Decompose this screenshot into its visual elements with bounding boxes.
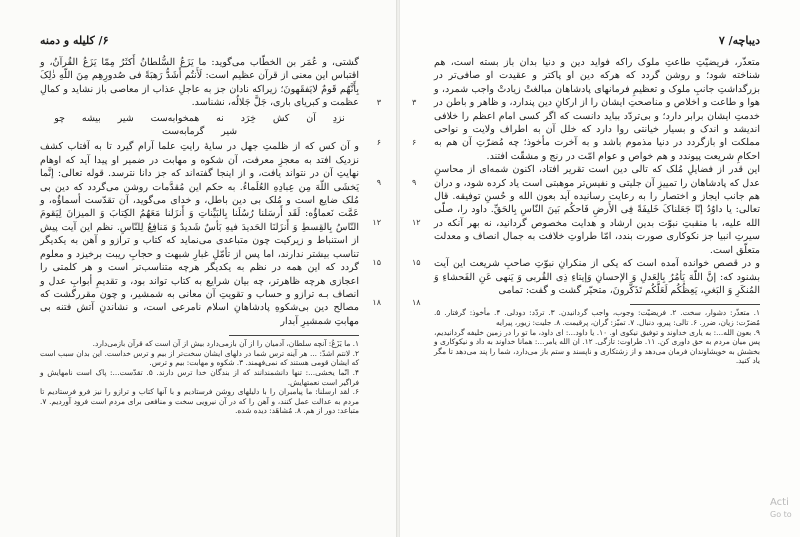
- right-page-body: [412, 56, 760, 307]
- windows-activation-watermark: [770, 497, 792, 521]
- left-footnotes: [40, 339, 359, 416]
- footnote: ۹. بعون الله...: به یاری خداوند و توفیق نیکوی او. ۱۰. یا داود...: ای داود، ما تو را در زمین خلیفه گردانیدیم، پس میان مردم به حق داوری کن. ۱۱. طراوت: تازگی. ۱۲. ان الله یامر...: همانا خداوند به داد و نیکوکاری و بخشش به خویشاوندان فرمان می‌دهد و از زشتکاری و ناپسند و ستم باز می‌دارد، شما را پند می‌دهد تا مگر یاد کنید.: [434, 327, 761, 366]
- right-paragraph-3: و در قصص خوانده آمده است که یکی از منکرانِ نبوّتِ صاحبِ شریعت این آیت بشنود که: إنَّ اللّهَ یَأمُرُ بِالعَدلِ وَ الإحسانِ وَإیتاءِ ذِی القُربی وَ یَنهی عَنِ الفَحشاءِ وَ المُنکَرِ وَ البَغیِ، یَعِظُکُم لَعَلَّکُم تَذَکَّرونَ، متحیّر گشت و گفت: تمامی: [434, 258, 760, 296]
- footnote: ۶. لقد ارسلنا: ما پیامبران را با دلیلهای روشن فرستادیم و با آنها کتاب و ترازو را نیز فرو فرستادیم تا مردم به عدالت عمل کنند، و آهن را که در آن نیرویی سخت و منافعی برای مردم است فرود آوردیم. ۷. متباعد: دور از هم. ۸. مُشاهَد: دیده شده.: [40, 387, 359, 416]
- verse-hemistich-2: شیر بیشه چو شیر گرمابه‌ست: [54, 112, 238, 138]
- footnote-divider: [229, 335, 359, 336]
- verse-hemistich-1: نزدِ آن کش خِرَد نه همخوابه‌ست: [150, 112, 345, 124]
- footnote: ۲. لانتم اشدّ: ... هر آینه ترس شما در دلهای ایشان سخت‌تر از بیم و ترس خداست. این بدان سبب است که ایشان قومی هستند که نمی‌فهمند. ۳. شکوه و مهابت: بیم و ترس.: [40, 348, 359, 368]
- line-number: ۱۲: [412, 218, 421, 227]
- left-paragraph-2: و آن کس که از ظلمتِ جهل در سایهٔ رایتِ علما آرام گیرد تا به آفتاب کشف نزدیک افتد به معجزِ معرفت، آن شکوه و مهابت در ضمیر او پیدا آید که اوهام نهایتِ آن در نتواند یافت، و از اینجا گفته‌اند که جز دانا نترسد. قوله تعالی: إنَّما یَخشَی اللّهَ مِن عِبادِهِ العُلَماءُ. به حکم این مُقدَّمات روشن می‌گردد که دین بی مُلک ضایع است و مُلک بی دین باطل، و خدای می‌گوید، آن تقدّست أسماؤُه، و عَمَّت نَعماؤُه: لَقَد أَرسَلنا رُسُلَنا بِالبَیِّناتِ وَ أَنزَلنا مَعَهُمُ الکِتابَ وَ المیزانَ لِیَقومَ النّاسُ بِالقِسطِ وَ أَنزَلنَا الحَدیدَ فیهِ بَأسٌ شَدیدٌ وَ مَنافِعُ لِلنّاسِ. نظم این آیت پیش از استنباط و زیرکیت چون متباعدی می‌نماید که کتاب و ترازو و آهن به یکدیگر تناسب بیشتر ندارند، اما پس از تأمّلِ غبارِ شبهت و حجابِ ریبت برخیزد و معلوم گردد که این همه در نظم به یکدیگر هرچه متناسب‌تر است و هر کلمتی را اعجازی هرچه ظاهرتر، چه بیان شرایع به کتاب تواند بود، و تقدیمِ أبوابِ عدل و انصاف بـه ترازو و حساب و تقویتِ آن معانی به شمشیر، و چون مقررگشت که مصالح دین بی‌شکوهِ پادشاهانِ اسلام نامرعی است، و نشاندنِ آتش فتنه بی مهابتِ شمشیرِ آبدار: [40, 141, 359, 327]
- right-paragraph-1: متعذّر، فریضیّتِ طاعتِ ملوک راکه فواید دین و دنیا بدان باز بسته است، هم شناخته شود؛ و روشن گردد که هرکه دین او پاکتر و عقیدت او صافی‌تر در بزرگداشتِ جانبِ ملوک و تعظیمِ فرمانهای پادشاهان مبالغتْ زیادتْ واجب شمرد، و هوا و طاعت و اخلاص و مناصحتِ ایشان را از ارکانِ دین پندارد، و ظاهر و باطن در خدمتِ ایشان برابر دارد؛ و بی‌تردّد بباید دانست که اگر کسی امام اعظم را خلافی اندیشد و اندک و بسیار خیانتی روا دارد که خلل آن به اطراف ولایت و نواحی مملکت او بازگردد در دنیا مذموم باشد و به آخرت مأخوذ؛ چه مُضرّتِ آن هم به احکامِ شریعت پیوندد و هم خواص و عوام امّت در رنج و مشقّت افتند.: [434, 57, 760, 162]
- line-number: ۶: [376, 138, 381, 147]
- right-page-header: دیباچه/ ۷: [718, 34, 760, 47]
- footnote: ۱. ما یَزَعُ: آنچه سلطان، آدمیان را از آن بازمی‌دارد بیش از آن است که قرآن بازمی‌دارد.: [92, 339, 359, 349]
- line-number: ۳: [412, 98, 417, 107]
- footnote: ۴. انّما یخشی...: تنها دانشمندانند که از بندگان خدا ترس دارند. ۵. تقدّست...: پاک است نامهایش و فراگیر است نعمتهایش.: [40, 367, 360, 387]
- line-number: ۹: [376, 178, 381, 187]
- left-page: [0, 0, 395, 537]
- left-page-body: [40, 56, 381, 328]
- line-number: ۶: [412, 138, 417, 147]
- line-number: ۹: [412, 178, 417, 187]
- left-paragraph-1: گشتی، و عُمَر بن الخطّاب می‌گوید: ما یَزَعُ السُّلطانُ أَکثَرُ مِمّا یَزَعُ القُرآنُ، و اقتباس این معنی از قرآن عظیم است: لَأَنتُم أَشَدُّ رَهبَةً فی صُدورِهِم مِنَ اللّهِ ذٰلِکَ بِأَنَّهُم قَومٌ لایَفقَهونَ؛ زیراکه نادان جز به عاجلِ عذاب از معاصی باز نشاید و کمالِ عظمت و کبریای باری، جَلَّ جَلالُه، نشناسد.: [40, 57, 359, 109]
- line-number: ۱۵: [412, 258, 421, 267]
- verse: [40, 112, 359, 139]
- watermark-title: Acti: [770, 497, 789, 508]
- right-footnotes: [434, 308, 760, 366]
- right-page: [400, 0, 800, 537]
- right-paragraph-2: این قدر از فضایلِ مُلک که تالی دین است تقریر افتاد، اکنون شمه‌ای از محاسنِ عدل که پادشاهان را تمییزِ آن جلیتی و نفیس‌تر موهبتی است یاد کرده شود، و دران هم جانب ایجاز و اختصار را به رعایت رسانیده آید بعون الله و حُسنِ توفیقه. قال تعالی: یا داوُدُ إنّا جَعَلناکَ خَلیفَةً فِی الأَرضِ فَاحکُم بَینَ النّاسِ بِالحَقِّ. داود را، صلّی الله علیه، با منقبتِ نبوّت بدین ارشاد و هدایت مخصوص گردانید، نه بهر آنکه در سیرتِ انبیا جز نکوکاری صورت بندد، امّا طراوتِ خلافت به جمال انصاف و معدلت متعلّق است.: [434, 164, 760, 256]
- line-number: ۱۸: [372, 298, 381, 307]
- line-number: ۱۲: [372, 218, 381, 227]
- line-number: ۱۸: [412, 298, 421, 307]
- watermark-subtitle: Go to: [770, 510, 792, 519]
- line-number: ۳: [376, 98, 381, 107]
- footnote-divider: [630, 304, 760, 305]
- left-page-header: ۶/ کلیله و دمنه: [40, 34, 109, 47]
- footnote: ۱. متعذّر: دشوار، سخت. ۲. فریضیّت: وجوب، واجب گردانیدن. ۳. تردّد: دودلی. ۴. مأخوذ: گرفتار. ۵. مُضرّت: زیان، ضرر. ۶. تالی: پیرو، دنبال. ۷. تمیّز: گران، پرقیمت. ۸. جلیت: زیور، پیرایه: [434, 308, 760, 327]
- line-number: ۱۵: [372, 258, 381, 267]
